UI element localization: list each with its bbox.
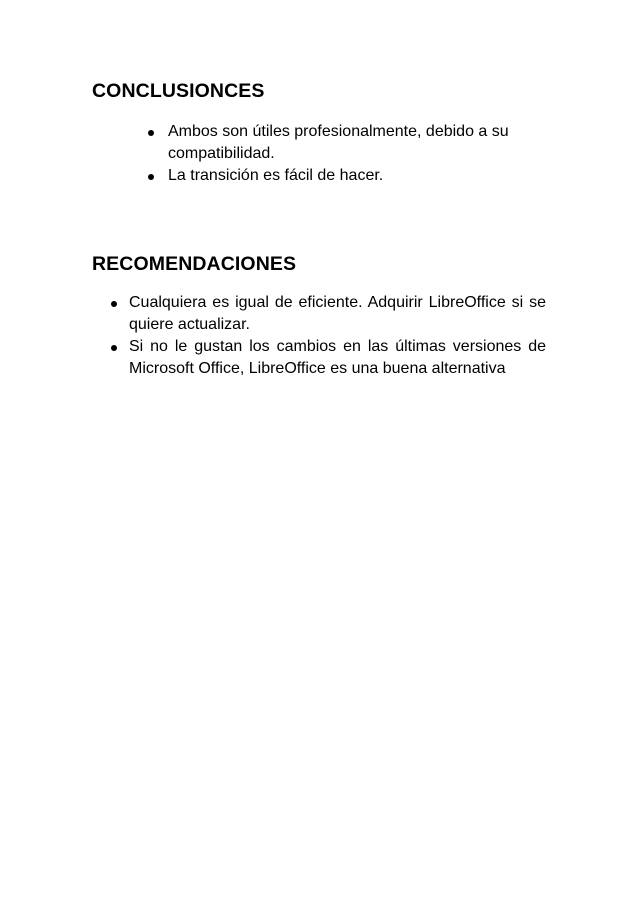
bullet-icon xyxy=(148,130,154,136)
bullet-icon xyxy=(111,301,117,307)
list-item-text: La transición es fácil de hacer. xyxy=(168,167,384,184)
bullet-icon xyxy=(148,174,154,180)
list-item xyxy=(148,165,543,187)
list-item xyxy=(111,336,546,380)
list-item xyxy=(111,292,546,336)
recomendaciones-heading: RECOMENDACIONES xyxy=(92,253,297,275)
list-item-text: Si no le gustan los cambios en las últimas versiones de Microsoft Office, LibreOffice es una buena alternativa xyxy=(129,338,546,377)
list-item xyxy=(148,121,543,165)
conclusiones-list xyxy=(148,121,543,187)
list-item-text: Ambos son útiles profesionalmente, debido a su compatibilidad. xyxy=(168,123,509,162)
bullet-icon xyxy=(111,345,117,351)
recomendaciones-list xyxy=(111,292,546,380)
list-item-text: Cualquiera es igual de eficiente. Adquirir LibreOffice si se quiere actualizar. xyxy=(129,294,546,333)
conclusiones-heading: CONCLUSIONCES xyxy=(92,80,265,102)
